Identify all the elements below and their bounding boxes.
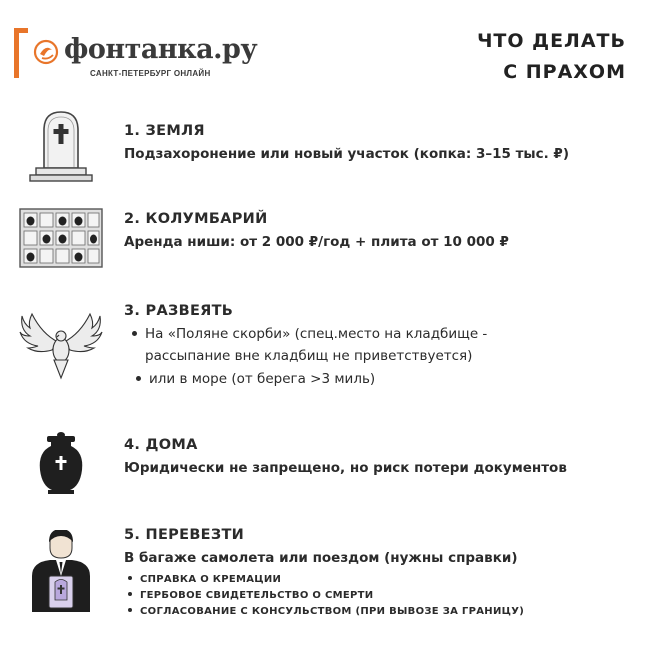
bullet-text: или в море (от берега >3 миль) (149, 371, 376, 387)
section-heading: 5. ПЕРЕВЕЗТИ (124, 527, 245, 543)
bullet-dot (132, 331, 137, 336)
list-item (132, 326, 487, 342)
logo-subtitle: САНКТ-ПЕТЕРБУРГ ОНЛАЙН (90, 69, 211, 78)
page-title-line2: С ПРАХОМ (503, 61, 626, 83)
section-text: Подзахоронение или новый участок (копка: 3–15 тыс. ₽) (124, 146, 569, 162)
section-home (0, 428, 656, 498)
section-transport (0, 520, 656, 630)
bullet-text: На «Поляне скорби» (спец.место на кладбище - (145, 326, 488, 342)
section-scatter (0, 296, 656, 396)
bullet-dot (128, 608, 132, 612)
bullet-text: СОГЛАСОВАНИЕ С КОНСУЛЬСТВОМ (ПРИ ВЫВОЗЕ ЗА ГРАНИЦУ) (140, 606, 525, 617)
logo-bracket (14, 28, 28, 78)
dove-icon (18, 302, 104, 382)
logo-mark-icon (32, 38, 60, 66)
section-text: Аренда ниши: от 2 000 ₽/год + плита от 10 000 ₽ (124, 234, 509, 250)
bullet-text: ГЕРБОВОЕ СВИДЕТЕЛЬСТВО О СМЕРТИ (140, 590, 374, 601)
section-heading: 4. ДОМА (124, 437, 198, 453)
bullet-text: СПРАВКА О КРЕМАЦИИ (140, 574, 282, 585)
bullet-dot (128, 592, 132, 596)
bullet-text: рассыпание вне кладбищ не приветствуется) (145, 348, 473, 364)
bullet-dot (128, 576, 132, 580)
section-text: В багаже самолета или поездом (нужны справки) (124, 550, 518, 566)
list-item (128, 590, 373, 601)
columbarium-icon (18, 207, 104, 269)
bullet-dot (136, 376, 141, 381)
section-heading: 1. ЗЕМЛЯ (124, 123, 205, 139)
tombstone-icon (18, 108, 104, 184)
section-columbarium (0, 205, 656, 275)
list-item (145, 348, 472, 364)
list-item (136, 371, 375, 387)
list-item (128, 574, 281, 585)
page-title-line1: ЧТО ДЕЛАТЬ (477, 30, 626, 52)
section-text: Юридически не запрещено, но риск потери документов (124, 460, 567, 476)
person-with-urn-icon (18, 530, 104, 612)
section-earth (0, 108, 656, 188)
list-item (128, 606, 524, 617)
logo-name: фонтанка.ру (64, 34, 258, 65)
section-heading: 3. РАЗВЕЯТЬ (124, 303, 234, 319)
section-heading: 2. КОЛУМБАРИЙ (124, 211, 268, 227)
fontanka-logo[interactable] (14, 28, 258, 84)
page-title (477, 26, 626, 88)
urn-icon (18, 430, 104, 496)
